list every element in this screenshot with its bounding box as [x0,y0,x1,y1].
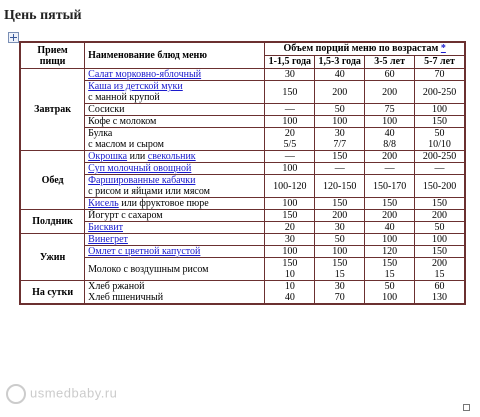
watermark-text: usmedbaby.ru [30,385,118,401]
dish-text: Хлеб ржаной [88,281,145,292]
table-row [20,222,465,234]
meal-name: Полдник [20,210,85,234]
dish-text: с рисом и яйцами или мясом [88,186,210,197]
dish-link[interactable]: Омлет с цветной капустой [88,246,201,257]
table-row [20,69,465,81]
dish-text: или [127,151,148,162]
portion-value: 120-150 [315,175,365,198]
table-row [20,258,465,281]
portion-value: 150 10 [265,258,315,281]
dish-text: Молоко с воздушным рисом [88,263,209,275]
header-meal: Прием пищи [20,42,85,69]
table-row [20,163,465,175]
dish-cell [85,281,265,305]
dish-text: Йогурт с сахаром [88,210,163,221]
dish-link[interactable]: Бисквит [88,222,123,233]
table-row [20,104,465,116]
portion-value: 100 [365,234,415,246]
table-row [20,116,465,128]
header-dish: Наименование блюд меню [85,42,265,69]
portion-value: 30 70 [315,281,365,305]
dish-text: Булка [88,128,113,139]
portion-value: 100 [265,198,315,210]
portion-value: 100 [415,104,465,116]
portion-value: 150 [365,198,415,210]
dish-cell [85,128,265,151]
dish-cell [85,198,265,210]
table-row [20,246,465,258]
footnote-link[interactable]: * [440,43,446,54]
portion-value: — [265,151,315,163]
portion-value: 150-200 [415,175,465,198]
portion-value: 200-250 [415,81,465,104]
portion-value: 30 [315,222,365,234]
dish-cell [85,234,265,246]
portion-value: 100 [365,116,415,128]
meal-name: Обед [20,151,85,210]
portion-value: 30 7/7 [315,128,365,151]
header-age: 5-7 лет [415,56,465,69]
portion-value: — [415,163,465,175]
dish-link[interactable]: Каша из детской муки [88,81,183,92]
portion-value: 200 15 [415,258,465,281]
portion-value: 200 [415,210,465,222]
dish-link[interactable]: свекольник [147,151,196,162]
dish-link[interactable]: Фаршированные кабачки [88,175,196,186]
dish-link[interactable]: Винегрет [88,234,128,245]
dish-cell [85,222,265,234]
watermark-logo-icon [6,384,26,404]
dish-cell [85,210,265,222]
portion-value: 30 [265,69,315,81]
header-age: 1-1,5 года [265,56,315,69]
portion-value: 20 5/5 [265,128,315,151]
dish-cell [85,116,265,128]
dish-cell [85,69,265,81]
portion-value: 200-250 [415,151,465,163]
portion-value: 50 [315,234,365,246]
portion-value: 40 [365,222,415,234]
table-row [20,198,465,210]
portion-value: 20 [265,222,315,234]
portion-value: 150-170 [365,175,415,198]
portion-value: 10 40 [265,281,315,305]
dish-link[interactable]: Суп молочный овощной [88,163,192,174]
portion-value: 200 [365,151,415,163]
table-row [20,128,465,151]
portion-value: 100 [265,246,315,258]
portion-value: 100 [265,116,315,128]
dish-text: Кофе с молоком [88,116,157,127]
portion-value: 100-120 [265,175,315,198]
dish-link[interactable]: Салат морковно-яблочный [88,69,202,80]
portion-value: 150 15 [315,258,365,281]
portion-value: 200 [315,210,365,222]
portion-value: 75 [365,104,415,116]
table-row [20,151,465,163]
menu-table [19,41,466,305]
meal-name: Ужин [20,234,85,281]
table-row [20,234,465,246]
dish-cell [85,151,265,163]
portion-value: 150 [315,151,365,163]
meal-name: На сутки [20,281,85,305]
table-row [20,210,465,222]
meal-name: Завтрак [20,69,85,151]
dish-cell [85,175,265,198]
header-age: 1,5-3 года [315,56,365,69]
table-row [20,81,465,104]
portion-value: 40 8/8 [365,128,415,151]
portion-value: 30 [265,234,315,246]
portion-value: 100 [315,116,365,128]
portion-value: 70 [415,69,465,81]
portion-value: 150 [415,116,465,128]
dish-cell [85,81,265,104]
dish-cell [85,246,265,258]
portion-value: 100 [315,246,365,258]
portion-value: 150 [265,210,315,222]
portion-value: 150 15 [365,258,415,281]
header-volume [265,42,465,56]
table-move-handle-icon[interactable] [8,32,19,43]
portion-value: 200 [315,81,365,104]
portion-value: 50 10/10 [415,128,465,151]
portion-value: 50 [415,222,465,234]
dish-cell [85,163,265,175]
portion-value: 120 [365,246,415,258]
dish-cell [85,258,265,281]
portion-value: 150 [265,81,315,104]
dish-text: с манной крупой [88,92,160,103]
portion-value: 150 [415,198,465,210]
portion-value: 60 [365,69,415,81]
portion-value: — [315,163,365,175]
dish-link[interactable]: Окрошка [88,151,128,162]
portion-value: 60 130 [415,281,465,305]
portion-value: 150 [415,246,465,258]
portion-value: 100 [265,163,315,175]
dish-text: с маслом и сыром [88,139,165,150]
portion-value: 50 [315,104,365,116]
header-age: 3-5 лет [365,56,415,69]
table-resize-handle-icon[interactable] [463,404,470,411]
dish-text: Сосиски [88,104,125,115]
portion-value: 150 [315,198,365,210]
table-row [20,175,465,198]
dish-text: или фруктовое пюре [118,198,209,209]
table-row [20,281,465,305]
watermark [6,384,117,404]
portion-value: — [265,104,315,116]
dish-text: Хлеб пшеничный [88,292,164,303]
portion-value: 40 [315,69,365,81]
header-volume-label: Объем порций меню по возрастам [283,43,439,54]
portion-value: — [365,163,415,175]
page-title: Цень пятый [4,8,82,23]
portion-value: 200 [365,81,415,104]
dish-link[interactable]: Кисель [88,198,119,209]
dish-cell [85,104,265,116]
portion-value: 50 100 [365,281,415,305]
portion-value: 200 [365,210,415,222]
portion-value: 100 [415,234,465,246]
